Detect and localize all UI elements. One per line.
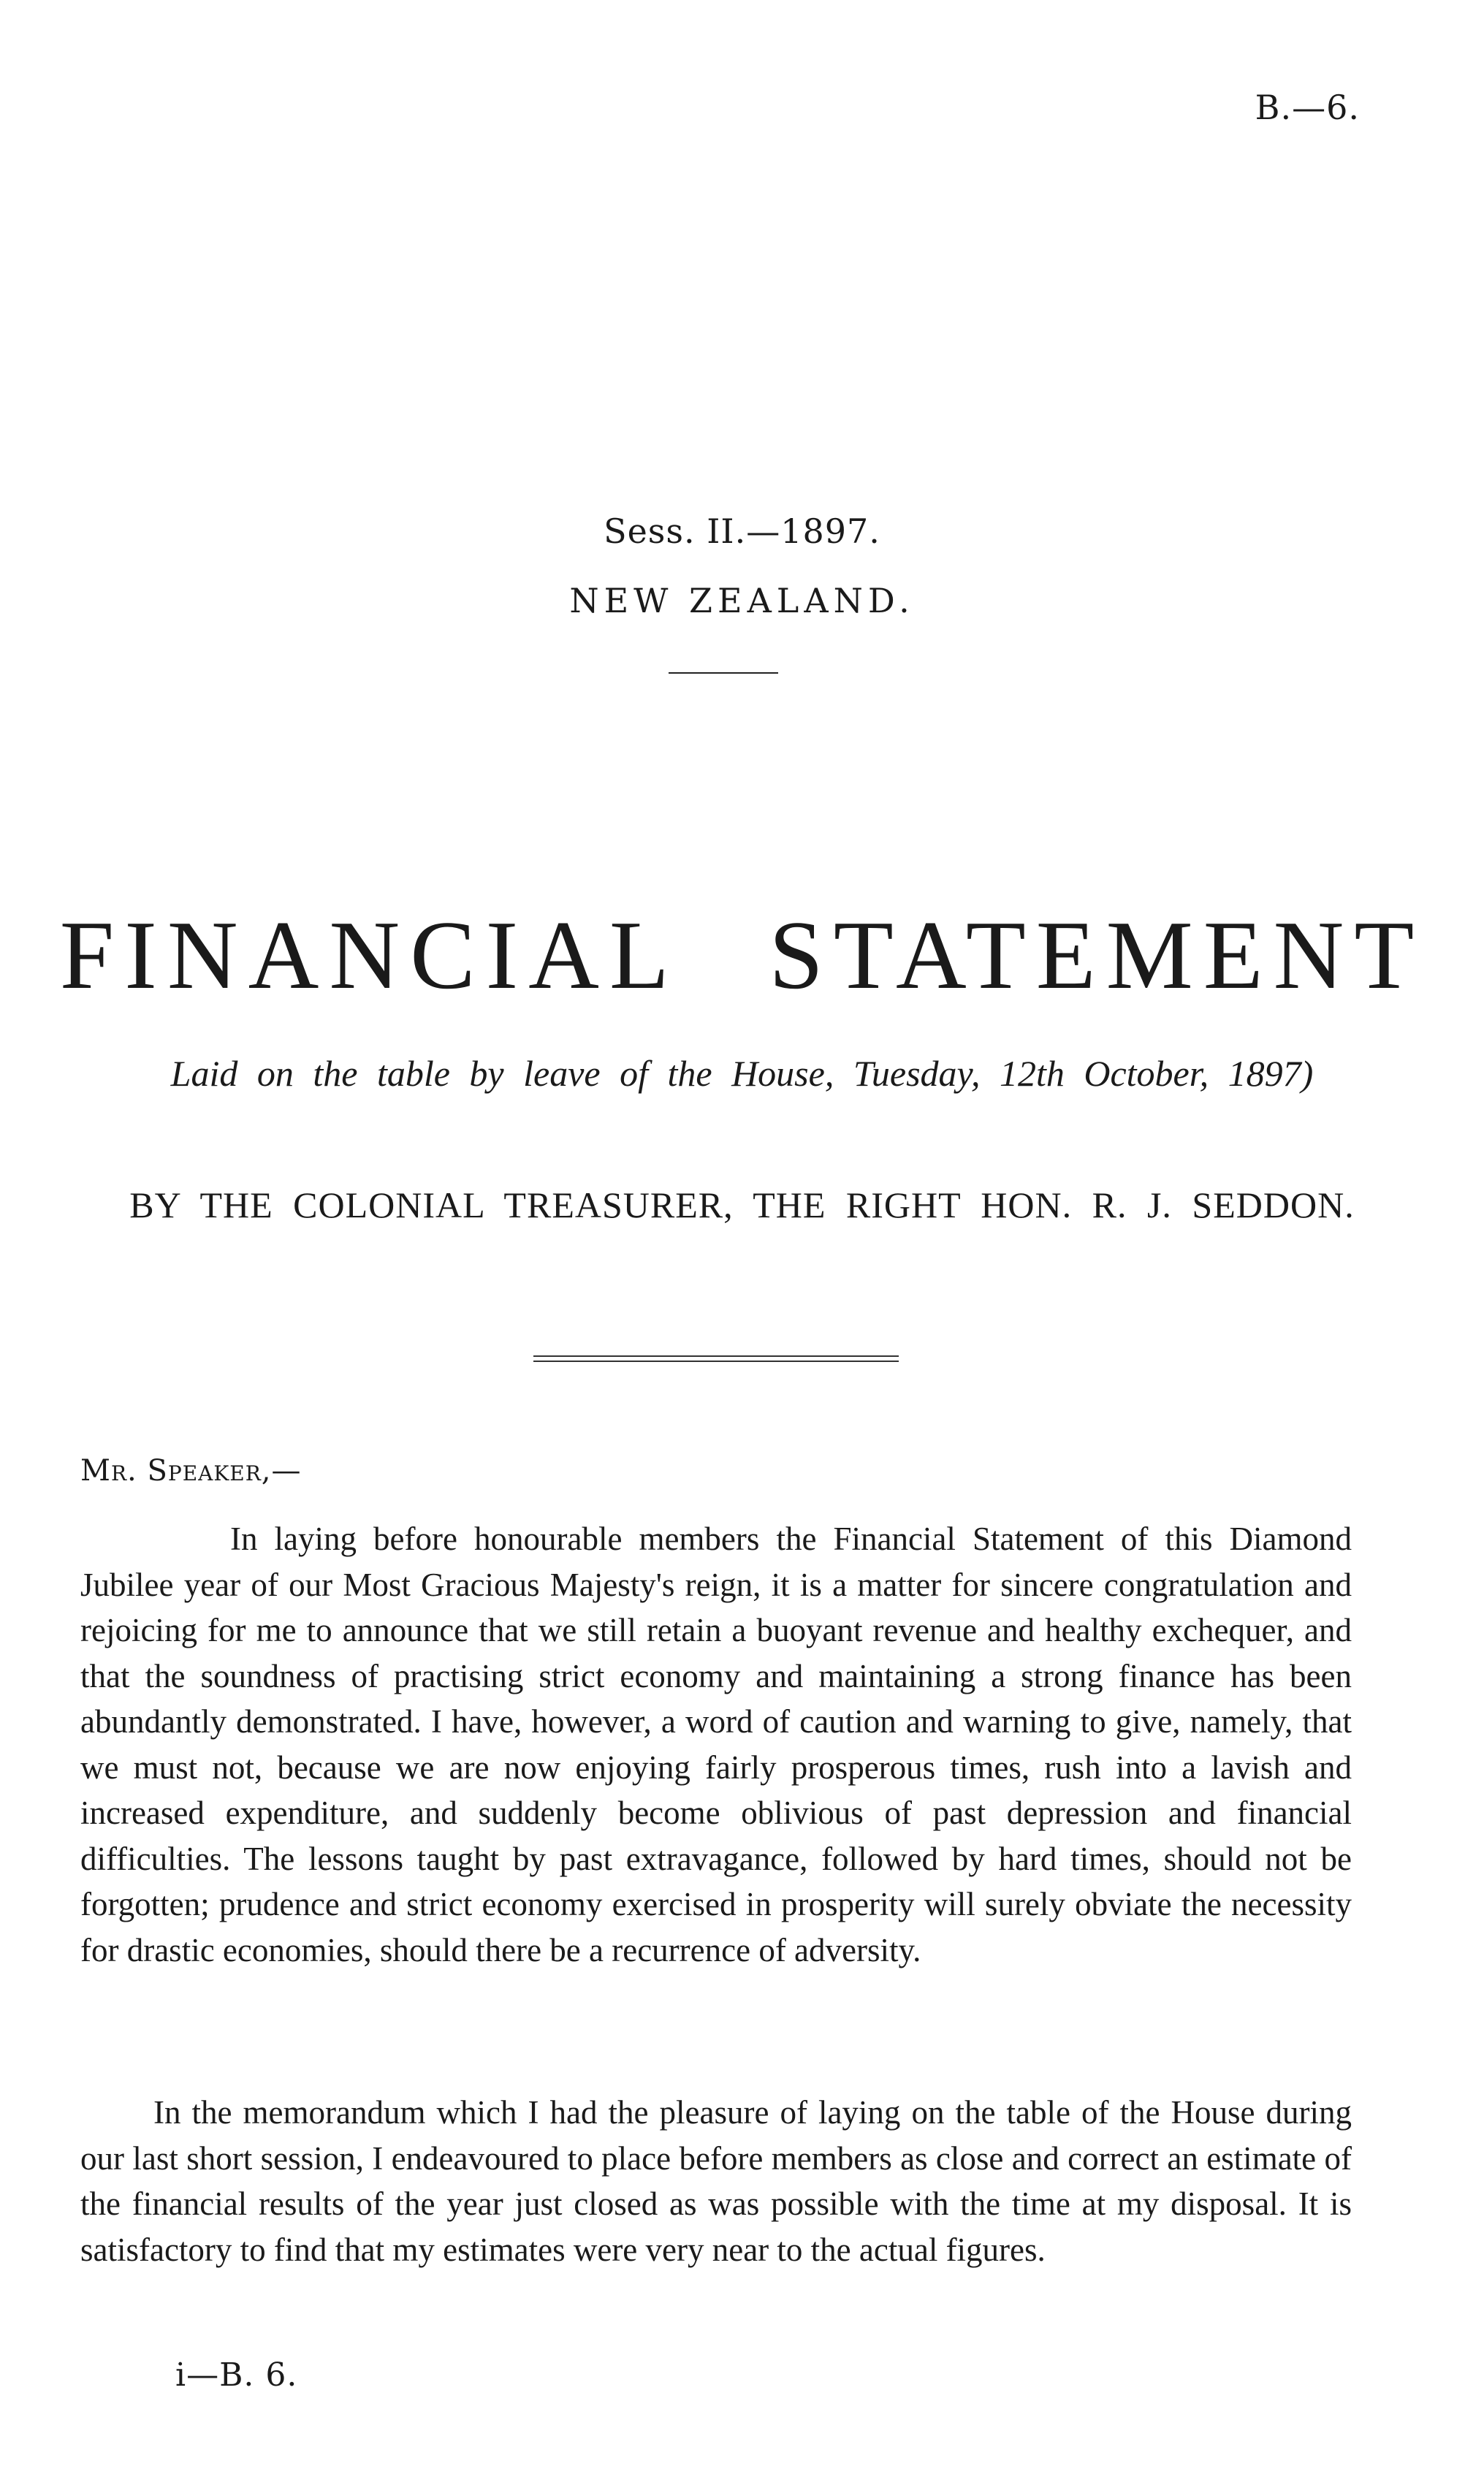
document-title: FINANCIAL STATEMENT <box>59 901 1425 1009</box>
salutation: Mr. Speaker,— <box>80 1454 302 1488</box>
short-divider <box>669 672 778 674</box>
body-paragraph-1: In laying before honourable members the Financial Statement of this Diamond Jubilee year of our Most Gracious Majesty's reign, it is a matter for sincere congratulation and rejoicing for me to announce that we still retain a buoyant revenue and healthy exchequer, and that the soundness of practising strict economy and maintaining a strong finance has been abundantly demonstrated. I have, however, a word of caution and warning to give, namely, that we must not, because we are now enjoying fairly prosperous times, rush into a lavish and increased expenditure, and suddenly become oblivious of past depression and financial difficulties. The lessons taught by past extravagance, followed by hard times, should not be forgotten; prudence and strict economy exercised in prosperity will surely obviate the necessity for drastic economies, should there be a recurrence of adversity. <box>80 1521 1352 1968</box>
session-line: Sess. II.—1897. <box>604 511 880 551</box>
country-heading: NEW ZEALAND. <box>569 581 915 620</box>
byline: BY THE COLONIAL TREASURER, THE RIGHT HON. R. J. SEDDON. <box>129 1184 1355 1225</box>
page-reference: B.—6. <box>1255 88 1360 127</box>
laid-on-table-line: Laid on the table by leave of the House, Tuesday, 12th October, 1897) <box>170 1053 1314 1094</box>
body-paragraph-2: In the memorandum which I had the pleasure of laying on the table of the House during our last short session, I endeavoured to place before members as close and correct an estimate of the financial results of the year just closed as was possible with the time at my disposal. It is satisfactory to find that my estimates were very near to the actual figures. <box>80 2094 1352 2268</box>
signature-reference: i—B. 6. <box>175 2356 298 2394</box>
double-divider <box>533 1355 899 1362</box>
